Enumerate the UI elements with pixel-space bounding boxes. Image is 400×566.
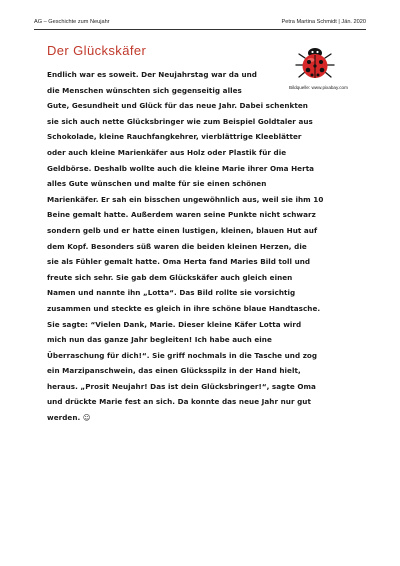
- story-line: Marienkäfer. Er sah ein bisschen ungewöhnlich aus, weil sie ihm 10: [47, 194, 324, 204]
- page-title: Der Glückskäfer: [47, 43, 147, 58]
- story-line: Beine gemalt hatte. Außerdem waren seine Punkte nicht schwarz: [47, 210, 316, 220]
- header-left-text: AG – Geschichte zum Neujahr: [34, 19, 110, 25]
- story-line: Gute, Gesundheit und Glück für das neue Jahr. Dabei schenkten: [47, 101, 308, 111]
- story-line: sondern gelb und er hatte einen lustigen, kleinen, blauen Hut auf: [47, 225, 318, 235]
- page-header: [34, 19, 366, 31]
- story-line: ein Marzipanschwein, das einen Glücksspilz in der Hand hielt,: [47, 366, 301, 376]
- story-text: [47, 67, 367, 426]
- story-line: heraus. „Prosit Neujahr! Das ist dein Glücksbringer!“, sagte Oma: [47, 381, 316, 391]
- story-line: die Menschen wünschten sich gegenseitig alles: [47, 85, 242, 95]
- story-line: Endlich war es soweit. Der Neujahrstag war da und: [47, 70, 257, 79]
- story-line: sie als Fühler gemalt hatte. Oma Herta fand Maries Bild toll und: [47, 257, 311, 267]
- story-line: Sie sagte: “Vielen Dank, Marie. Dieser kleine Käfer Lotta wird: [47, 319, 302, 329]
- story-line: Schokolade, kleine Rauchfangkehrer, vierblättrige Kleeblätter: [47, 132, 302, 142]
- story-line: freute sich sehr. Sie gab dem Glückskäfer auch gleich einen: [47, 272, 293, 282]
- story-line: Geldbörse. Deshalb wollte auch die kleine Marie ihrer Oma Herta: [47, 163, 315, 173]
- story-line: mich nun das ganze Jahr begleiten! Ich habe auch eine: [47, 335, 272, 345]
- story-line: sie sich auch nette Glücksbringer wie zum Beispiel Goldtaler aus: [47, 116, 313, 126]
- story-line: dem Kopf. Besonders süß waren die beiden kleinen Herzen, die: [47, 241, 307, 251]
- image-credit: Bildquelle: www.pixabay.com: [289, 85, 348, 90]
- story-line: zusammen und steckte es gleich in ihre schöne blaue Handtasche.: [47, 303, 321, 313]
- story-line: Namen und nannte ihn „Lotta“. Das Bild rollte sie vorsichtig: [47, 288, 296, 298]
- story-line: werden. ☺: [47, 413, 91, 423]
- header-rule: [34, 29, 366, 30]
- story-line: oder auch kleine Marienkäfer aus Holz oder Plastik für die: [47, 147, 287, 157]
- story-line: und drückte Marie fest an sich. Da konnte das neue Jahr nur gut: [47, 397, 311, 407]
- header-right-text: Petra Martina Schmidt | Jän. 2020: [281, 19, 366, 25]
- story-line: alles Gute wünschen und malte für sie einen schönen: [47, 179, 267, 189]
- story-line: Überraschung für dich!“. Sie griff nochmals in die Tasche und zog: [47, 350, 318, 360]
